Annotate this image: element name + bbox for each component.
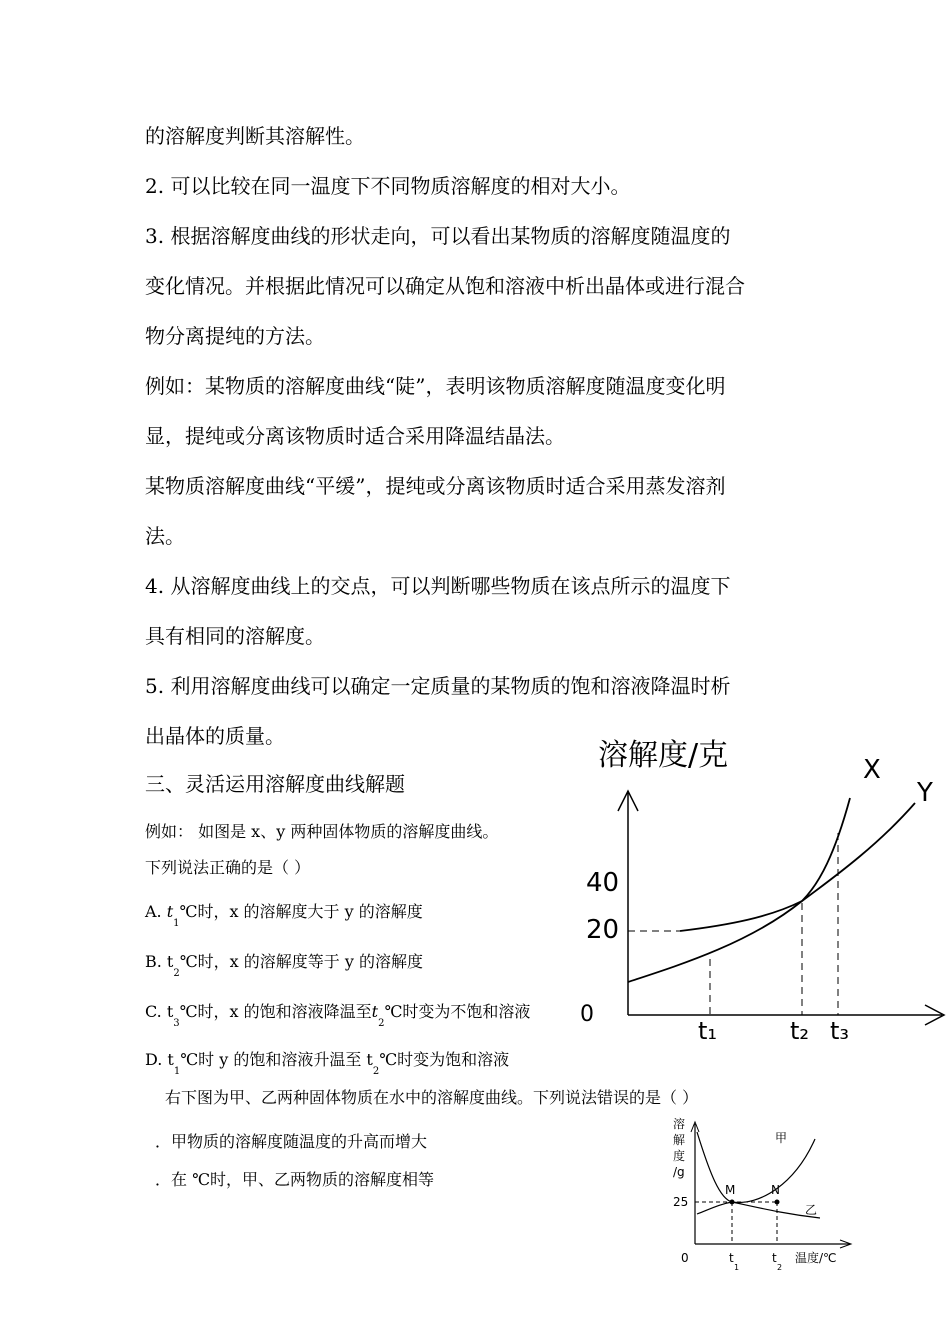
- paragraph-line: 显，提纯或分离该物质时适合采用降温结晶法。: [145, 424, 565, 448]
- question2-option-a: ．甲物质的溶解度随温度的升高而增大: [155, 1132, 428, 1151]
- paragraph-line: 3. 根据溶解度曲线的形状走向，可以看出某物质的溶解度随温度的: [145, 224, 731, 248]
- section-heading: 三、灵活运用溶解度曲线解题: [145, 772, 405, 796]
- origin-label: 0: [580, 1002, 594, 1027]
- paragraph-line: 出晶体的质量。: [145, 724, 285, 748]
- tick-label-y: 25: [673, 1195, 689, 1209]
- y-axis-label: 溶: [673, 1117, 686, 1131]
- point-label: M: [725, 1183, 736, 1197]
- paragraph-line: 5. 利用溶解度曲线可以确定一定质量的某物质的饱和溶液降温时析: [145, 674, 731, 698]
- paragraph-line: 例如：某物质的溶解度曲线“陡”，表明该物质溶解度随温度变化明: [145, 374, 726, 398]
- series-yi-curve: [697, 1202, 820, 1218]
- point-n: [775, 1200, 780, 1205]
- option-c: C. $t_3℃$时，x 的饱和溶液降温至$t_2℃$时变为不饱和溶液: [145, 1002, 531, 1029]
- paragraph-line: 法。: [145, 524, 185, 548]
- series-jia-curve: [697, 1132, 815, 1202]
- tick-label-x: t₂: [790, 1017, 810, 1045]
- paragraph-line: 2. 可以比较在同一温度下不同物质溶解度的相对大小。: [145, 174, 631, 198]
- paragraph-line: 的溶解度判断其溶解性。: [145, 124, 365, 148]
- paragraph-line: 具有相同的溶解度。: [145, 624, 325, 648]
- option-b: B. $t_2℃$时，x 的溶解度等于 y 的溶解度: [145, 952, 423, 979]
- paragraph-line: 变化情况。并根据此情况可以确定从饱和溶液中析出晶体或进行混合: [145, 274, 745, 298]
- y-axis-label: /g: [673, 1165, 685, 1179]
- question1-stem: 下列说法正确的是（ ）: [145, 858, 311, 877]
- series-label: 甲: [775, 1131, 788, 1145]
- series-label: 乙: [805, 1203, 818, 1217]
- origin-label: 0: [681, 1251, 689, 1265]
- point-label: N: [771, 1183, 780, 1197]
- series-label: Y: [917, 778, 933, 808]
- solubility-chart-xy: [580, 733, 950, 1048]
- tick-label-x-sub: 2: [777, 1263, 783, 1272]
- tick-label-x: t₁: [698, 1017, 718, 1045]
- question2-stem: 右下图为甲、乙两种固体物质在水中的溶解度曲线。下列说法错误的是（ ）: [165, 1088, 699, 1107]
- series-label: X: [863, 755, 881, 785]
- point-m: [730, 1200, 735, 1205]
- paragraph-line: 某物质溶解度曲线“平缓”，提纯或分离该物质时适合采用蒸发溶剂: [145, 474, 726, 498]
- tick-label-x: t: [772, 1251, 777, 1265]
- tick-label-y: 20: [586, 915, 620, 945]
- solubility-chart-jia-yi: [665, 1114, 865, 1274]
- series-x-curve: [680, 798, 850, 931]
- paragraph-line: 物分离提纯的方法。: [145, 324, 325, 348]
- tick-label-x: t₃: [830, 1017, 850, 1045]
- x-axis-label: 温度/℃: [795, 1251, 837, 1265]
- chart1-title: 溶解度/克: [598, 738, 729, 773]
- question1-stem: 例如： 如图是 x、y 两种固体物质的溶解度曲线。: [145, 822, 499, 841]
- paragraph-line: 4. 从溶解度曲线上的交点，可以判断哪些物质在该点所示的温度下: [145, 574, 731, 598]
- option-d: D. $t_1℃$时 y 的饱和溶液升温至 $t_2℃$时变为饱和溶液: [145, 1050, 510, 1077]
- question2-option-b: ．在 ℃时，甲、乙两物质的溶解度相等: [155, 1170, 434, 1189]
- tick-label-y: 40: [586, 868, 620, 898]
- tick-label-x-sub: 1: [734, 1263, 740, 1272]
- y-axis-label: 度: [673, 1149, 686, 1163]
- option-a: A. $t_1℃$时，x 的溶解度大于 y 的溶解度: [145, 902, 423, 929]
- series-y-curve: [628, 803, 915, 982]
- tick-label-x: t: [729, 1251, 734, 1265]
- y-axis-label: 解: [673, 1133, 686, 1147]
